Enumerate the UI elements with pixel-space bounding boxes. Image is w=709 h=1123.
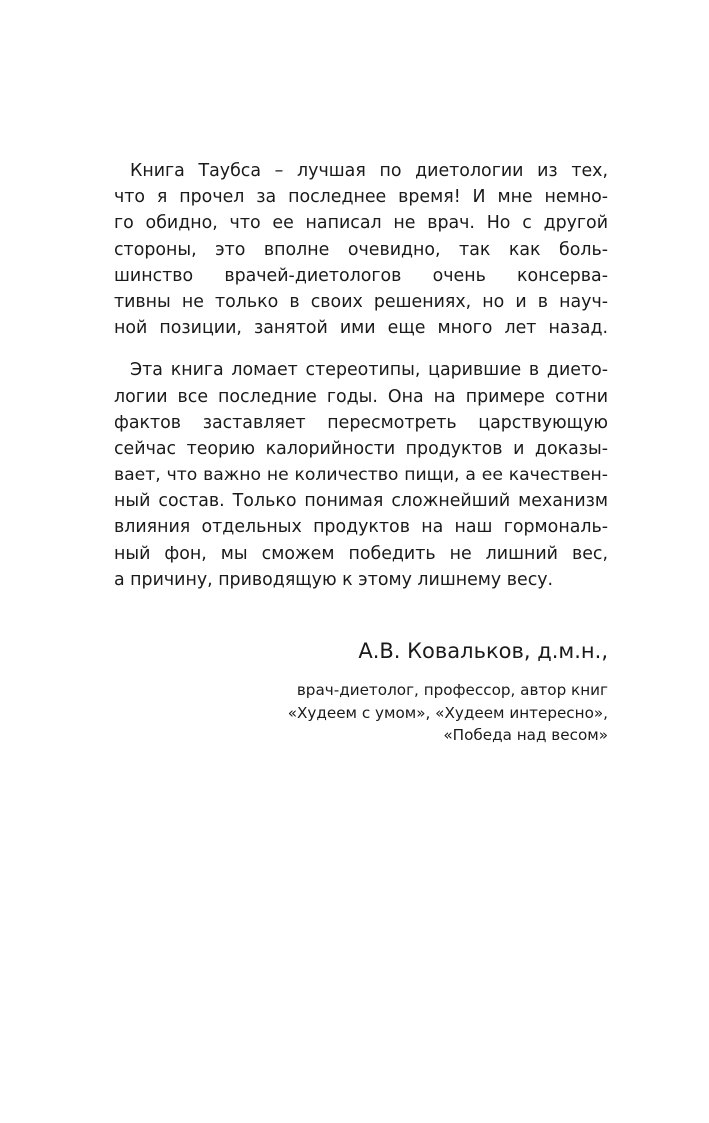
review-paragraph-1 [114, 158, 608, 341]
review-text [114, 158, 608, 593]
text-line: а причину, приводящую к этому лишнему весу. [114, 569, 554, 590]
text-line: влияния отдельных продуктов на наш гормональ- [114, 517, 608, 538]
text-line: ной позиции, занятой ими еще много лет назад. [114, 318, 608, 339]
text-line: го обидно, что ее написал не врач. Но с другой [114, 213, 608, 234]
author-name: А.В. Ковальков, д.м.н., [358, 639, 608, 663]
credentials-line: врач-диетолог, профессор, автор книг [296, 681, 608, 699]
text-line: ный состав. Только понимая сложнейший механизм [114, 491, 608, 512]
text-line: шинство врачей-диетологов очень консерва- [114, 265, 608, 286]
text-line: стороны, это вполне очевидно, так как боль- [114, 239, 608, 260]
text-line: Книга Таубса – лучшая по диетологии из тех, [130, 161, 608, 181]
text-line: тивны не только в своих решениях, но и в науч- [114, 291, 608, 312]
signature-block [288, 637, 608, 747]
review-paragraph-2 [114, 357, 608, 593]
credentials-line: «Победа над весом» [443, 726, 608, 744]
text-line: вает, что важно не количество пищи, а ее качествен- [114, 465, 608, 486]
text-line: что я прочел за последнее время! И мне немно- [114, 187, 608, 208]
text-line: ный фон, мы сможем победить не лишний вес, [114, 543, 608, 564]
text-line: логии все последние годы. Она на примере сотни [114, 386, 608, 407]
text-line: фактов заставляет пересмотреть царствующую [114, 412, 608, 433]
credentials-line: «Худеем с умом», «Худеем интересно», [287, 703, 608, 722]
author-credentials [288, 679, 608, 747]
text-line: сейчас теорию калорийности продуктов и доказы- [114, 438, 608, 459]
text-line: Эта книга ломает стереотипы, царившие в дието- [130, 360, 608, 381]
